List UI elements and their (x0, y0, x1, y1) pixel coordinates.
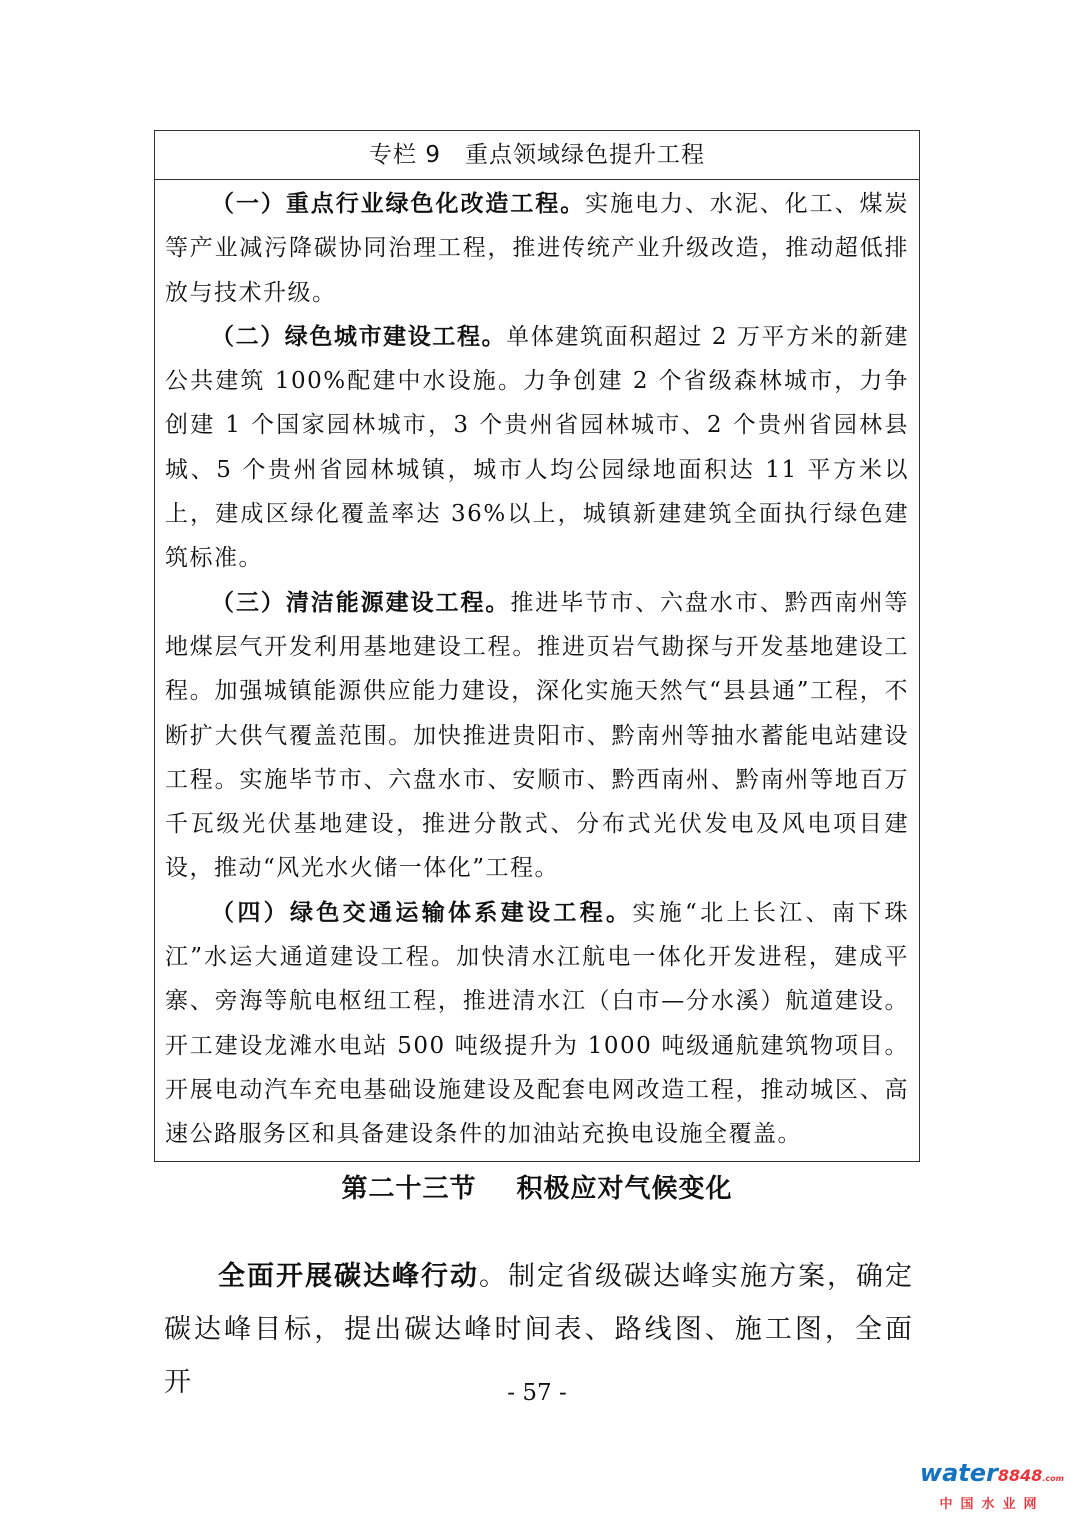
box-item (165, 315, 909, 581)
box-item-heading: （三）清洁能源建设工程。 (211, 589, 511, 616)
box-item-text: 实施电力、水泥、化工、煤炭等产业减污降碳协同治理工程，推进传统产业升级改造，推动超低排放与技术升级。 (165, 191, 910, 306)
box-item (165, 182, 909, 315)
feature-box (154, 130, 920, 1162)
box-item (165, 581, 909, 891)
box-item-text: 推进毕节市、六盘水市、黔西南州等地煤层气开发利用基地建设工程。推进页岩气勘探与开发基地建设工程。加强城镇能源供应能力建设，深化实施天然气“县县通”工程，不断扩大供气覆盖范围。加快推进贵阳市、黔南州等抽水蓄能电站建设工程。实施毕节市、六盘水市、安顺市、黔西南州、黔南州等地百万千瓦级光伏基地建设，推进分散式、分布式光伏发电及风电项目建设，推动“风光水火储一体化”工程。 (165, 589, 910, 882)
box-item-text: 单体建筑面积超过 2 万平方米的新建公共建筑 100%配建中水设施。力争创建 2 个省级森林城市，力争创建 1 个国家园林城市，3 个贵州省园林城市、2 个贵州省园林县城、5 个贵州省园林城镇，城市人均公园绿地面积达 11 平方米以上，建成区绿化覆盖率达 36%以上，城镇新建建筑全面执行绿色建筑标准。 (165, 323, 909, 572)
watermark-logo-text: water (919, 1459, 998, 1487)
body-text: 。制定省级碳达峰实施方案，确定碳达峰目标，提出碳达峰时间表、路线图、施工图，全面开 (164, 1261, 914, 1398)
page-number: - 57 - (507, 1380, 567, 1406)
feature-box-title: 专栏 9 重点领域绿色提升工程 (155, 131, 919, 180)
box-item-text: 实施“北上长江、南下珠江”水运大通道建设工程。加快清水江航电一体化开发进程，建成平寨、旁海等航电枢纽工程，推进清水江（白市—分水溪）航道建设。开工建设龙滩水电站 500 吨级提升为 1000 吨级通航建筑物项目。开展电动汽车充电基础设施建设及配套电网改造工程，推动城区、高速公路服务区和具备建设条件的加油站充换电设施全覆盖。 (165, 899, 909, 1148)
watermark-logo-number: 8848 (997, 1466, 1043, 1485)
watermark-logo (920, 1461, 1064, 1512)
body-heading: 全面开展碳达峰行动 (218, 1261, 479, 1292)
box-item-heading: （一）重点行业绿色化改造工程。 (211, 191, 586, 217)
box-item (165, 891, 909, 1157)
watermark-chinese: 中国水业网 (939, 1497, 1045, 1512)
feature-box-body (155, 180, 919, 1161)
box-item-heading: （四）绿色交通运输体系建设工程。 (211, 899, 633, 926)
section-title: 积极应对气候变化 (516, 1174, 733, 1204)
watermark-logo-suffix: .com (1042, 1474, 1064, 1483)
box-item-heading: （二）绿色城市建设工程。 (211, 323, 507, 350)
watermark-logo-mark (920, 1461, 1064, 1491)
section-number: 第二十三节 (341, 1174, 477, 1204)
section-heading (0, 1168, 1074, 1205)
